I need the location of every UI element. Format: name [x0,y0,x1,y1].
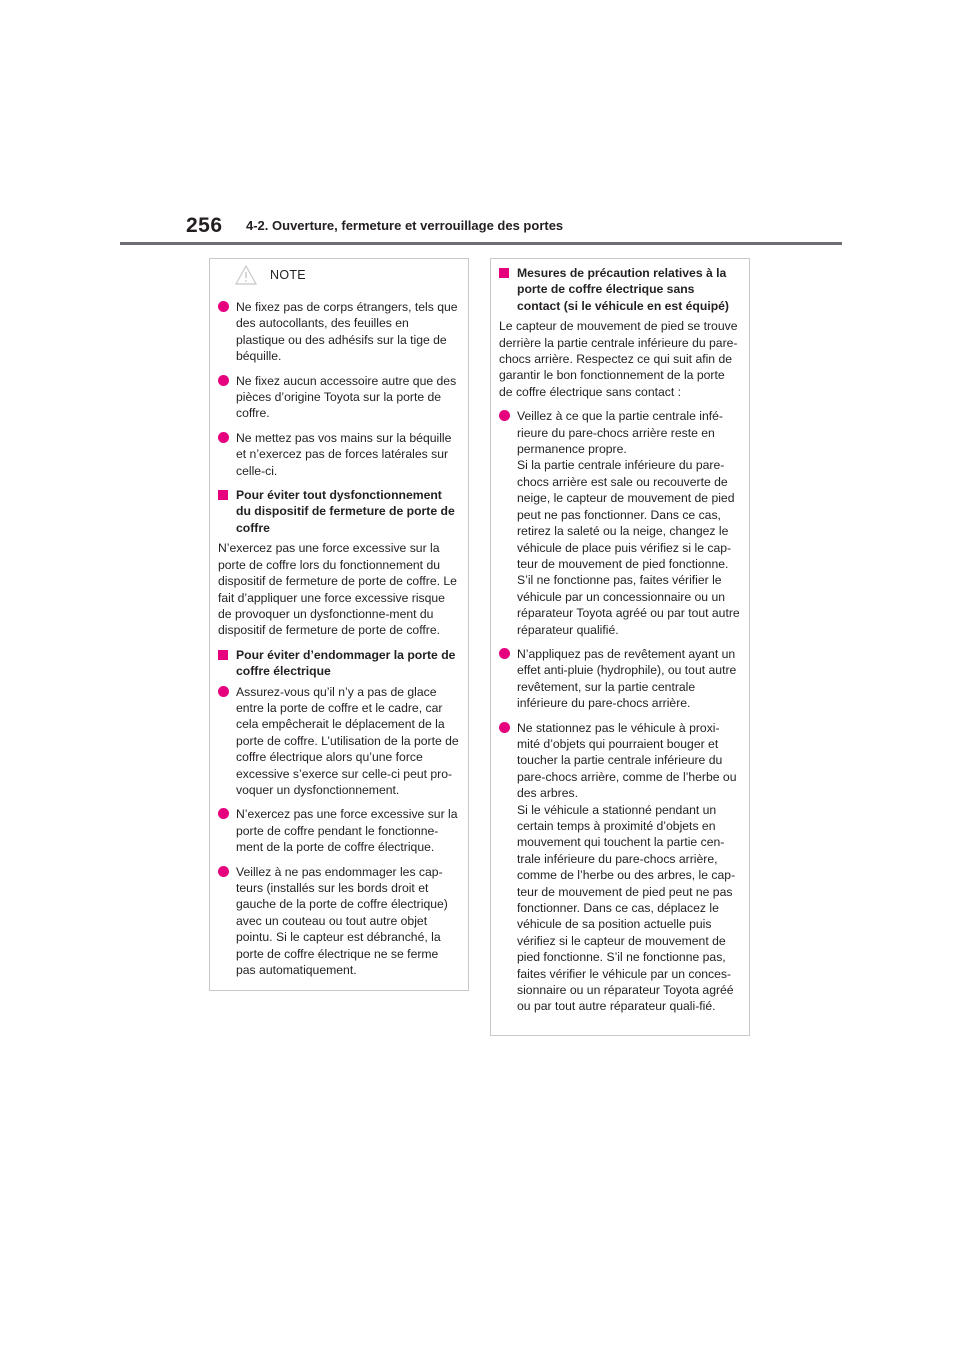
list-item: N’appliquez pas de revêtement ayant un effet anti-pluie (hydrophile), ou tout autre revêtement, sur la partie centrale inférieure du pare-chocs arrière. [499,646,741,712]
paragraph: Le capteur de mouvement de pied se trouve derrière la partie centrale inférieure du pare-chocs arrière. Respectez ce qui suit afin de garantir le bon fonctionnement de la porte de coffre électrique sans contact : [499,319,738,399]
subheading: Pour éviter d’endommager la porte de coffre électrique [218,647,460,680]
bullet-dot-icon [218,866,229,877]
square-bullet-icon [218,490,228,500]
bullet-dot-icon [499,722,510,733]
list-item: Ne fixez aucun accessoire autre que des pièces d’origine Toyota sur la porte de coffre. [218,373,460,422]
warning-triangle-icon [235,265,257,285]
note-label: NOTE [270,268,306,282]
bullet-dot-icon [218,808,229,819]
subheading: Mesures de précaution relatives à la porte de coffre électrique sans contact (si le véhicule en est équipé) [499,265,741,314]
bullet-dot-icon [218,686,229,697]
paragraph: N’exercez pas une force excessive sur la porte de coffre lors du fonctionnement du dispositif de fermeture de porte de coffre. Le fait d’appliquer une force excessive risque de provoquer un dysfonctionne-ment du dispositif de fermeture de porte de coffre. [218,541,457,638]
list-item: Ne mettez pas vos mains sur la béquille et n’exercez pas de forces latérales sur celle-ci. [218,430,460,479]
square-bullet-icon [218,650,228,660]
section-title: 4-2. Ouverture, fermeture et verrouillage des portes [246,218,564,233]
list-item: Veillez à ne pas endommager les cap-teurs (installés sur les bords droit et gauche de la porte de coffre électrique) avec un couteau ou tout autre objet pointu. Si le capteur est débranché, la porte de coffre électrique ne se ferme pas automatiquement. [218,864,460,979]
list-item: Ne fixez pas de corps étrangers, tels que des autocollants, des feuilles en plastique ou des adhésifs sur la tige de béquille. [218,299,460,365]
bullet-dot-icon [218,301,229,312]
note-box [209,258,469,991]
subheading: Pour éviter tout dysfonctionnement du dispositif de fermeture de porte de coffre [218,487,460,536]
bullet-dot-icon [499,648,510,659]
list-item: Veillez à ce que la partie centrale infé-rieure du pare-chocs arrière reste en permanence propre. Si la partie centrale inférieure du pare-chocs arrière est sale ou recouverte de neige, le capteur de mouvement de pied peut ne pas fonctionner. Dans ce cas, retirez la saleté ou la neige, changez le véhicule de place puis vérifiez si le cap-teur de mouvement de pied fonctionne. S’il ne fonctionne pas, faites vérifier le véhicule par un concessionnaire ou un réparateur Toyota agréé ou par tout autre réparateur qualifié. [499,408,741,638]
header-rule [120,242,842,245]
page-number: 256 [186,214,223,237]
list-item: Ne stationnez pas le véhicule à proxi-mité d’objets qui pourraient bouger et toucher la partie centrale inférieure du pare-chocs arrière, comme de l’herbe ou des arbres. Si le véhicule a stationné pendant un certain temps à proximité d’objets en mouvement qui touchent la partie cen-trale inférieure du pare-chocs arrière, comme de l’herbe ou des arbres, le cap-teur de mouvement de pied peut ne pas fonctionner. Dans ce cas, déplacez le véhicule de sa position actuelle puis vérifiez si le capteur de mouvement de pied fonctionne. S’il ne fonctionne pas, faites vérifier le véhicule par un conces-sionnaire ou un réparateur Toyota agréé ou par tout autre réparateur quali-fié. [499,720,741,1015]
bullet-dot-icon [499,410,510,421]
bullet-dot-icon [218,432,229,443]
precaution-box [490,258,750,1036]
list-item: Assurez-vous qu’il n’y a pas de glace entre la porte de coffre et le cadre, car cela empêcherait le déplacement de la porte de coffre. L’utilisation de la porte de coffre électrique alors qu’une force excessive s’exerce sur celle-ci peut pro-voquer un dysfonctionnement. [218,684,460,799]
note-header [218,265,460,291]
bullet-dot-icon [218,375,229,386]
list-item: N’exercez pas une force excessive sur la porte de coffre pendant le fonctionne-ment de la porte de coffre électrique. [218,806,460,855]
square-bullet-icon [499,268,509,278]
